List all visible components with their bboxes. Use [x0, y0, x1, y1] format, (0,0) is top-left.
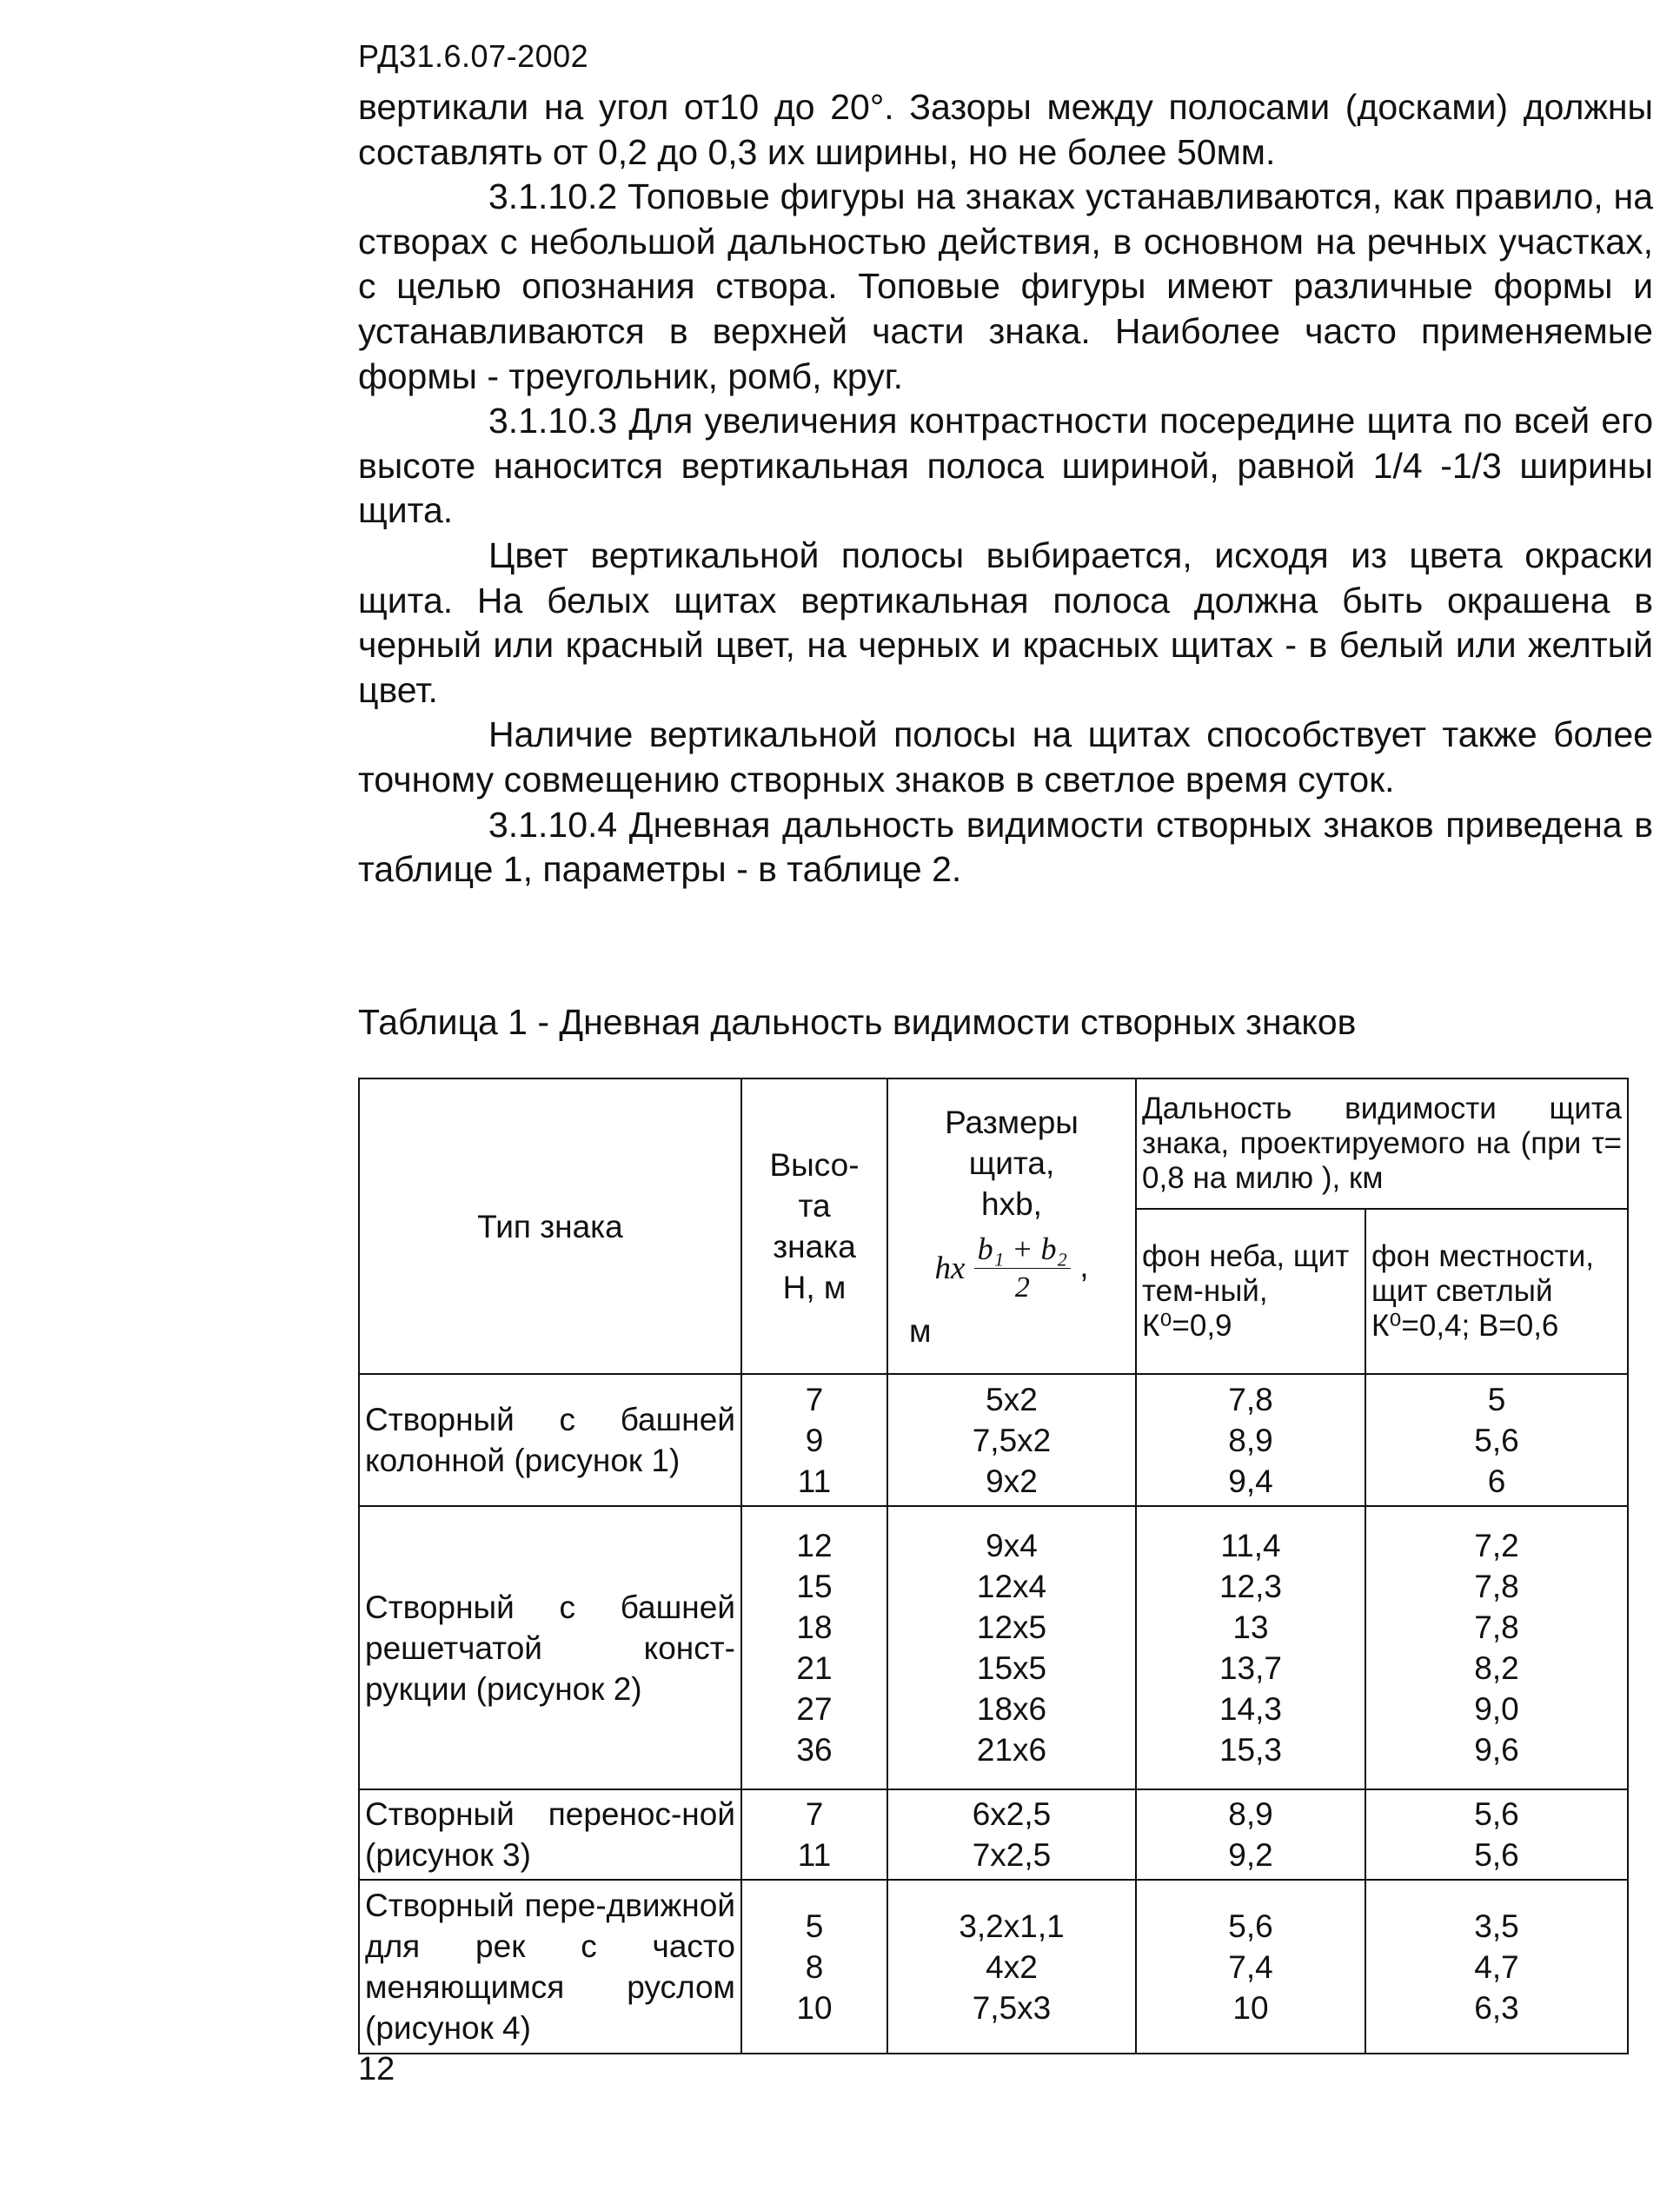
header-shield-size [887, 1078, 1136, 1374]
formula-numerator: b₁ + b₂ [974, 1230, 1071, 1269]
paragraph-6: 3.1.10.4 Дневная дальность видимости створных знаков приведена в таблице 1, параметры - в таблице 2. [358, 804, 1653, 890]
row-heights: 7 9 11 [741, 1374, 887, 1506]
header-range-group: Дальность видимости щита знака, проектируемого на (при τ= 0,8 на милю ), км [1136, 1078, 1628, 1209]
row-range-terrain: 3,5 4,7 6,3 [1365, 1880, 1628, 2054]
table-row [359, 1506, 1628, 1789]
row-range-terrain: 5 5,6 6 [1365, 1374, 1628, 1506]
paragraph-3: 3.1.10.3 Для увеличения контрастности посередине щита по всей его высоте наносится вертикальная полоса шириной, равной 1/4 -1/3 ширины щита. [358, 401, 1653, 531]
row-sizes: 9х4 12х4 12х5 15х5 18х6 21х6 [887, 1506, 1136, 1789]
formula-denominator: 2 [1014, 1271, 1030, 1304]
row-range-sky: 8,9 9,2 [1136, 1789, 1365, 1880]
formula-prefix: hx [934, 1250, 966, 1286]
shield-size-formula [893, 1230, 1130, 1307]
row-range-sky: 7,8 8,9 9,4 [1136, 1374, 1365, 1506]
row-heights: 7 11 [741, 1789, 887, 1880]
header-shield-size-label: Размеры щита, hxb, [945, 1104, 1079, 1222]
row-sizes: 5х2 7,5х2 9х2 [887, 1374, 1136, 1506]
header-shield-size-unit: м [909, 1312, 932, 1349]
row-range-terrain: 5,6 5,6 [1365, 1789, 1628, 1880]
table-row [359, 1374, 1628, 1506]
formula-fraction [974, 1230, 1071, 1307]
visibility-range-table [358, 1078, 1629, 2054]
table-caption: Таблица 1 - Дневная дальность видимости створных знаков [358, 1002, 1357, 1042]
row-sizes: 6х2,5 7х2,5 [887, 1789, 1136, 1880]
row-sign-type: Створный с башней колонной (рисунок 1) [359, 1374, 741, 1506]
paragraph-1: вертикали на угол от10 до 20°. Зазоры между полосами (досками) должны составлять от 0,2 до 0,3 их ширины, но не более 50мм. [358, 87, 1653, 172]
header-sign-type: Тип знака [359, 1078, 741, 1374]
paragraph-4: Цвет вертикальной полосы выбирается, исходя из цвета окраски щита. На белых щитах вертикальная полоса должна быть окрашена в черный или красный цвет, на черных и красных щитах - в белый или желтый цвет. [358, 534, 1653, 710]
paragraph-5: Наличие вертикальной полосы на щитах способствует также более точному совмещению створных знаков в светлое время суток. [358, 714, 1653, 800]
header-range-terrain: фон местности, щит светлый К⁰=0,4; В=0,6 [1365, 1209, 1628, 1374]
row-sign-type: Створный перенос-ной (рисунок 3) [359, 1789, 741, 1880]
header-sign-height: Высо- та знака Н, м [741, 1078, 887, 1374]
formula-suffix: , [1079, 1247, 1089, 1284]
row-heights: 5 8 10 [741, 1880, 887, 2054]
table-row [359, 1880, 1628, 2054]
body-text [358, 85, 1653, 893]
row-heights: 12 15 18 21 27 36 [741, 1506, 887, 1789]
row-sizes: 3,2х1,1 4х2 7,5х3 [887, 1880, 1136, 2054]
row-sign-type: Створный пере-движной для рек с часто меняющимся руслом (рисунок 4) [359, 1880, 741, 2054]
document-code-header: РД31.6.07-2002 [358, 38, 589, 74]
page-number: 12 [358, 2051, 395, 2087]
header-range-sky: фон неба, щит тем-ный, К⁰=0,9 [1136, 1209, 1365, 1374]
table-row [359, 1789, 1628, 1880]
row-range-sky: 11,4 12,3 13 13,7 14,3 15,3 [1136, 1506, 1365, 1789]
row-sign-type: Створный с башней решетчатой конст-рукции (рисунок 2) [359, 1506, 741, 1789]
row-range-sky: 5,6 7,4 10 [1136, 1880, 1365, 2054]
paragraph-2: 3.1.10.2 Топовые фигуры на знаках устанавливаются, как правило, на створах с небольшой дальностью действия, в основном на речных участках, с целью опознания створа. Топовые фигуры имеют различные формы и устанавливаются в верхней части знака. Наиболее часто применяемые формы - треугольник, ромб, круг. [358, 176, 1653, 396]
row-range-terrain: 7,2 7,8 7,8 8,2 9,0 9,6 [1365, 1506, 1628, 1789]
